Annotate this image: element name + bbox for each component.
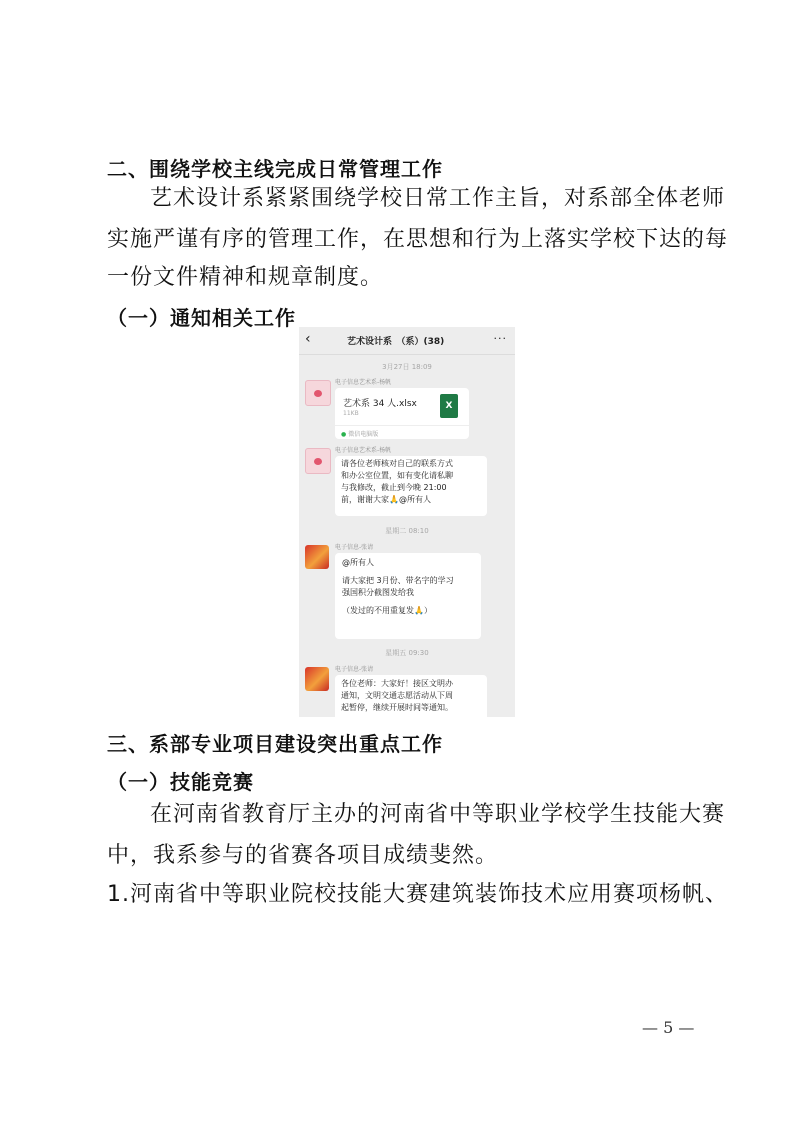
subsection-heading-notice: （一）通知相关工作 [107,306,296,330]
paragraph-line: 实施严谨有序的管理工作，在思想和行为上落实学校下达的每 [107,227,729,252]
message-line: 起暂停，继续开展时间等通知。 [341,703,453,712]
back-arrow-icon: ‹ [305,331,311,347]
message-line: 通知，文明交通志愿活动从下周 [341,691,453,700]
file-size: 11KB [343,410,359,417]
page-number: — 5 — [642,1018,695,1037]
section-heading-2: 二、围绕学校主线完成日常管理工作 [107,157,443,181]
timestamp: 星期五 09:30 [385,649,429,657]
avatar [305,545,329,569]
paragraph-line: 在河南省教育厅主办的河南省中等职业学校学生技能大赛 [150,802,726,827]
sender-name: 电子信息-张请 [335,666,374,673]
message-bubble [335,553,481,639]
avatar [305,380,331,406]
chat-screenshot [299,327,515,717]
paragraph-line: 1.河南省中等职业院校技能大赛建筑装饰技术应用赛项杨帆、 [107,882,728,907]
message-line: @所有人 [342,558,374,567]
message-line: 前，谢谢大家🙏@所有人 [341,495,431,504]
chat-header [299,327,515,355]
message-line: 和办公室位置，如有变化请私聊 [341,471,453,480]
excel-icon: X [440,394,458,418]
more-icon: ··· [493,332,507,345]
file-name: 艺术系 34 人.xlsx [343,399,417,409]
sender-name: 电子信息-张请 [335,544,374,551]
paragraph-line: 艺术设计系紧紧围绕学校日常工作主旨，对系部全体老师 [150,186,726,211]
sender-name: 电子信息艺术系-杨帆 [335,379,392,386]
file-source: ● 微信电脑版 [341,429,378,438]
timestamp: 3月27日 18:09 [382,363,432,371]
avatar [305,448,331,474]
subsection-heading-competition: （一）技能竞赛 [107,770,254,794]
avatar [305,667,329,691]
section-heading-3: 三、系部专业项目建设突出重点工作 [107,732,443,756]
message-line: 各位老师：大家好！接区文明办 [341,679,453,688]
message-line: （发过的不用重复发🙏） [342,606,432,615]
message-bubble [335,456,487,516]
paragraph-line: 中，我系参与的省赛各项目成绩斐然。 [107,843,499,868]
message-line: 请大家把 3月份、带名字的学习 [342,576,454,585]
message-line: 请各位老师核对自己的联系方式 [341,459,453,468]
timestamp: 星期二 08:10 [385,527,429,535]
sender-name: 电子信息艺术系-杨帆 [335,447,392,454]
paragraph-line: 一份文件精神和规章制度。 [107,265,384,290]
message-bubble [335,675,487,717]
message-line: 强国积分截图发给我 [342,588,414,597]
file-source-bar [335,425,469,439]
chat-title: 艺术设计系 （系）(38) [347,337,445,347]
message-line: 与我修改，截止到今晚 21:00 [341,483,447,492]
